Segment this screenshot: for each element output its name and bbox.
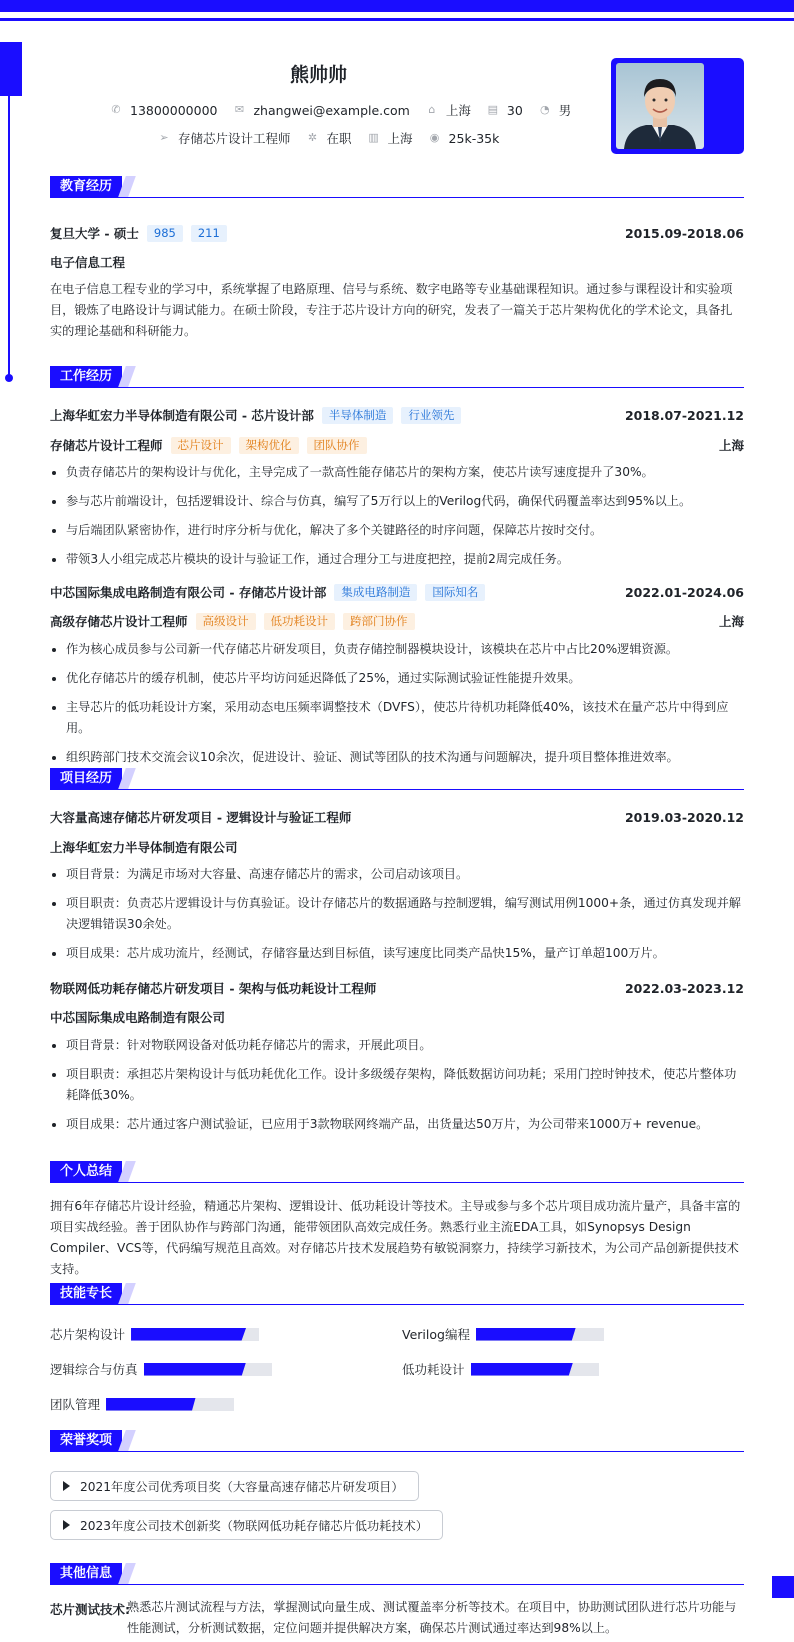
project-company: 中芯国际集成电路制造有限公司 <box>50 1010 226 1025</box>
send-icon: ➢ <box>159 131 169 144</box>
work-bullets <box>50 639 744 776</box>
list-item: 项目背景：针对物联网设备对低功耗存储芯片的需求，开展此项目。 <box>50 1035 744 1056</box>
phone-icon: ✆ <box>111 103 121 116</box>
target-job-value: 存储芯片设计工程师 <box>178 131 291 146</box>
work-date: 2018.07-2021.12 <box>624 407 744 423</box>
education-date: 2015.09-2018.06 <box>624 225 744 241</box>
summary-section-header <box>50 1161 744 1183</box>
skill-tag: 芯片设计 <box>171 437 231 454</box>
skill-level-fill <box>131 1328 246 1341</box>
project-company-row <box>50 1008 744 1026</box>
work-bullets <box>50 462 744 578</box>
list-item: 作为核心成员参与公司新一代存储芯片研发项目，负责存储控制器模块设计，该模块在芯片中占比20%逻辑资源。 <box>50 639 744 660</box>
project-company: 上海华虹宏力半导体制造有限公司 <box>50 840 238 855</box>
project-bullets <box>50 864 744 972</box>
portrait-illustration <box>616 63 704 149</box>
list-item: 带领3人小组完成芯片模块的设计与验证工作，通过合理分工与进度把控，提前2周完成任务。 <box>50 549 744 570</box>
work-company-row <box>50 583 744 601</box>
gender-icon: ◔ <box>539 103 550 116</box>
projects-section-title: 项目经历 <box>50 768 122 789</box>
company-tag: 行业领先 <box>401 407 461 424</box>
other-info-text: 熟悉芯片测试流程与方法，掌握测试向量生成、测试覆盖率分析等技术。在项目中，协助测试团队进行芯片功能与性能测试，分析测试数据，定位问题并提供解决方案，确保芯片测试通过率达到98%以上。 <box>127 1600 737 1635</box>
skills-section-header <box>50 1283 744 1305</box>
left-accent-line <box>8 96 10 376</box>
work-section-title: 工作经历 <box>50 366 122 387</box>
age-item <box>487 103 523 118</box>
home-icon: ⌂ <box>428 103 436 116</box>
left-accent-dot <box>5 374 13 382</box>
job-title: 存储芯片设计工程师 <box>50 438 163 453</box>
target-city-value: 上海 <box>387 131 413 146</box>
salary-item <box>429 131 500 146</box>
contact-row <box>110 101 587 119</box>
work-city: 上海 <box>718 438 744 453</box>
company-tag: 半导体制造 <box>322 407 394 424</box>
list-item: 组织跨部门技术交流会议10余次，促进设计、验证、测试等团队的技术沟通与问题解决，提升项目整体推进效率。 <box>50 747 744 768</box>
list-item: 负责存储芯片的架构设计与优化，主导完成了一款高性能存储芯片的架构方案，使芯片读写速度提升了30%。 <box>50 462 744 483</box>
salary-value: 25k-35k <box>448 130 500 146</box>
other-info-label: 芯片测试技术: <box>50 1602 130 1617</box>
skill-level-track <box>131 1328 259 1341</box>
gear-icon: ✲ <box>307 131 318 144</box>
project-header-row <box>50 808 744 826</box>
project-bullets <box>50 1035 744 1143</box>
skill-tag: 低功耗设计 <box>264 613 336 630</box>
education-section-title: 教育经历 <box>50 176 122 197</box>
gender-value: 男 <box>558 103 572 118</box>
phone-item <box>110 103 217 118</box>
major-name: 电子信息工程 <box>50 255 126 270</box>
list-item: 项目背景：为满足市场对大容量、高速存储芯片的需求，公司启动该项目。 <box>50 864 744 885</box>
school-tag: 985 <box>147 225 183 242</box>
status-item <box>307 129 352 147</box>
work-company-row <box>50 406 744 424</box>
awards-section-header <box>50 1430 744 1452</box>
work-section-header <box>50 366 744 388</box>
list-item: 与后端团队紧密协作，进行时序分析与优化，解决了多个关键路径的时序问题，保障芯片按时交付。 <box>50 520 744 541</box>
skill-level-fill <box>106 1398 196 1411</box>
city-value: 上海 <box>445 103 471 118</box>
candidate-name: 熊帅帅 <box>290 64 348 86</box>
mail-icon: ✉ <box>234 103 245 116</box>
school-tag: 211 <box>191 225 227 242</box>
right-accent-tab <box>772 1576 794 1598</box>
building-icon: ▥ <box>368 131 379 144</box>
award-item[interactable] <box>50 1471 419 1501</box>
skill-tag: 高级设计 <box>196 613 256 630</box>
major-row <box>50 253 744 271</box>
summary-text: 拥有6年存储芯片设计经验，精通芯片架构、逻辑设计、低功耗设计等技术。主导或参与多个芯片项目成功流片量产，具备丰富的项目实战经验。善于团队协作与跨部门沟通，能带领团队高效完成任务。熟悉行业主流EDA工具，如Synopsys Design Compiler、VCS等，代码编写规范且高效。对存储芯片技术发展趋势有敏锐洞察力，持续学习新技术，为公司产品创新提供技术支持。 <box>50 1199 741 1276</box>
work-title-row <box>50 612 744 630</box>
skill-tag: 跨部门协作 <box>343 613 415 630</box>
play-circle-icon: ◉ <box>429 131 440 144</box>
email-value: zhangwei@example.com <box>253 102 410 118</box>
projects-section-header <box>50 768 744 790</box>
skill-name: 芯片架构设计 <box>50 1327 126 1342</box>
skill-item <box>402 1360 599 1378</box>
skill-level-fill <box>471 1363 573 1376</box>
skill-tag: 团队协作 <box>307 437 367 454</box>
skill-level-track <box>476 1328 604 1341</box>
project-name: 大容量高速存储芯片研发项目 - 逻辑设计与验证工程师 <box>50 810 352 825</box>
project-name: 物联网低功耗存储芯片研发项目 - 架构与低功耗设计工程师 <box>50 981 377 996</box>
status-value: 在职 <box>326 131 352 146</box>
work-title-row <box>50 436 744 454</box>
skill-level-fill <box>144 1363 246 1376</box>
skill-item <box>50 1360 272 1378</box>
work-date: 2022.01-2024.06 <box>624 584 744 600</box>
target-job-item <box>158 129 291 147</box>
left-accent-block <box>0 42 22 96</box>
skill-name: 低功耗设计 <box>402 1362 465 1377</box>
skill-item <box>50 1325 259 1343</box>
award-item[interactable] <box>50 1510 443 1540</box>
skill-level-fill <box>476 1328 576 1341</box>
company-tag: 国际知名 <box>425 584 485 601</box>
education-section-header <box>50 176 744 198</box>
project-date: 2019.03-2020.12 <box>624 809 744 825</box>
skill-tag: 架构优化 <box>239 437 299 454</box>
list-item: 优化存储芯片的缓存机制，使芯片平均访问延迟降低了25%，通过实际测试验证性能提升效果。 <box>50 668 744 689</box>
list-item: 项目成果：芯片成功流片，经测试，存储容量达到目标值，读写速度比同类产品快15%，量产订单超100万片。 <box>50 943 744 964</box>
skills-section-title: 技能专长 <box>50 1283 122 1304</box>
profile-photo-frame <box>611 58 744 154</box>
target-city-item <box>368 129 413 147</box>
top-accent-bar <box>0 0 794 12</box>
play-triangle-icon <box>63 1481 70 1491</box>
skill-level-track <box>144 1363 272 1376</box>
company-name: 上海华虹宏力半导体制造有限公司 - 芯片设计部 <box>50 408 314 423</box>
list-item: 主导芯片的低功耗设计方案，采用动态电压频率调整技术（DVFS），使芯片待机功耗降低40%，该技术在量产芯片中得到应用。 <box>50 697 744 739</box>
skill-item <box>50 1395 234 1413</box>
list-item: 参与芯片前端设计，包括逻辑设计、综合与仿真，编写了5万行以上的Verilog代码，确保代码覆盖率达到95%以上。 <box>50 491 744 512</box>
list-item: 项目成果：芯片通过客户测试验证，已应用于3款物联网终端产品，出货量达50万片，为公司带来1000万+ revenue。 <box>50 1114 744 1135</box>
project-company-row <box>50 838 744 856</box>
education-description: 在电子信息工程专业的学习中，系统掌握了电路原理、信号与系统、数字电路等专业基础课程知识。通过参与课程设计和实验项目，锻炼了电路设计与调试能力。在硕士阶段，专注于芯片设计方向的研究，发表了一篇关于芯片架构优化的学术论文，具备扎实的理论基础和科研能力。 <box>50 282 733 338</box>
company-tag: 集成电路制造 <box>334 584 417 601</box>
top-accent-line <box>0 18 794 21</box>
awards-section-title: 荣誉奖项 <box>50 1430 122 1451</box>
play-triangle-icon <box>63 1520 70 1530</box>
job-intent-row <box>158 129 515 147</box>
profile-photo <box>616 63 704 149</box>
skill-level-track <box>471 1363 599 1376</box>
education-header-row <box>50 224 744 242</box>
other-section-header <box>50 1563 744 1585</box>
calendar-icon: ▤ <box>487 103 499 116</box>
job-title: 高级存储芯片设计工程师 <box>50 614 188 629</box>
phone-value: 13800000000 <box>130 102 218 118</box>
project-date: 2022.03-2023.12 <box>624 980 744 996</box>
skill-name: 逻辑综合与仿真 <box>50 1362 138 1377</box>
school-name: 复旦大学 - 硕士 <box>50 226 139 241</box>
other-section-title: 其他信息 <box>50 1563 122 1584</box>
list-item: 项目职责：负责芯片逻辑设计与仿真验证。设计存储芯片的数据通路与控制逻辑，编写测试用例1000+条，通过仿真发现并解决逻辑错误30余处。 <box>50 893 744 935</box>
list-item: 项目职责：承担芯片架构设计与低功耗优化工作。设计多级缓存架构，降低数据访问功耗；采用门控时钟技术，使芯片整体功耗降低30%。 <box>50 1064 744 1106</box>
email-item <box>233 103 409 118</box>
project-header-row <box>50 979 744 997</box>
summary-section-title: 个人总结 <box>50 1161 122 1182</box>
gender-item <box>539 101 572 119</box>
age-value: 30 <box>506 102 523 118</box>
award-text: 2021年度公司优秀项目奖（大容量高速存储芯片研发项目） <box>80 1479 404 1494</box>
skill-level-track <box>106 1398 234 1411</box>
skill-name: Verilog编程 <box>402 1327 470 1342</box>
skill-item <box>402 1325 604 1343</box>
work-city: 上海 <box>718 614 744 629</box>
city-item <box>426 101 471 119</box>
company-name: 中芯国际集成电路制造有限公司 - 存储芯片设计部 <box>50 585 327 600</box>
skill-name: 团队管理 <box>50 1397 101 1412</box>
award-text: 2023年度公司技术创新奖（物联网低功耗存储芯片低功耗技术） <box>80 1518 428 1533</box>
